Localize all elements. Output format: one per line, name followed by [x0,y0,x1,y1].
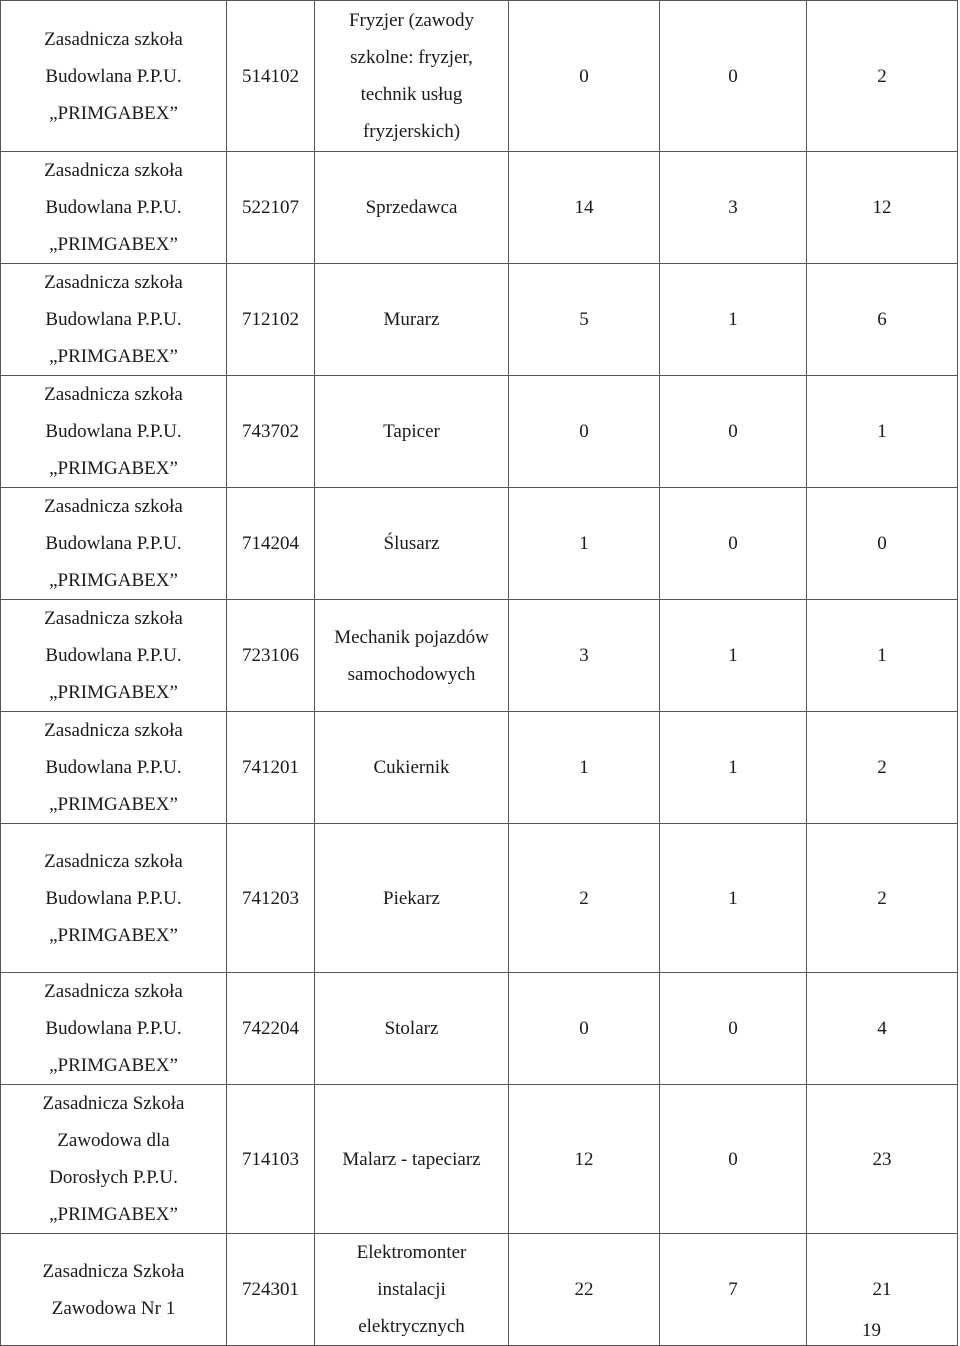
occupation-line: Stolarz [384,1018,439,1039]
value-cell-v3: 2 [807,824,958,973]
school-line: Budowlana P.P.U. [45,309,182,330]
occupation-line: Piekarz [383,887,440,909]
school-line: „PRIMGABEX” [49,234,178,255]
occupation-line: Fryzjer (zawody [348,10,475,31]
table-row [1,973,958,1085]
occupation-line: Cukiernik [373,757,450,778]
value-cell-v1: 0 [509,1,660,152]
occupation-cell [315,712,509,824]
school-line: Zasadnicza szkoła [44,981,183,1002]
value-cell-v1: 22 [509,1234,660,1346]
value-cell-v2: 7 [660,1234,807,1346]
school-line: „PRIMGABEX” [49,346,178,367]
occupation-cell [315,1085,509,1234]
value-cell-v3: 2 [807,1,958,152]
school-line: Budowlana P.P.U. [45,421,182,442]
school-line: Budowlana P.P.U. [45,533,182,554]
table-row [1,824,958,973]
code-cell: 741203 [227,824,315,973]
value-cell-v1: 1 [509,712,660,824]
school-line: „PRIMGABEX” [49,102,178,124]
school-line: Zasadnicza Szkoła [42,1093,185,1114]
value-cell-v3: 1 [807,600,958,712]
occupation-cell [315,488,509,600]
school-line: „PRIMGABEX” [49,1204,178,1225]
code-cell: 742204 [227,973,315,1085]
occupation-line: samochodowych [347,663,476,685]
value-cell-v1: 2 [509,824,660,973]
value-cell-v1: 0 [509,973,660,1085]
value-cell-v1: 14 [509,152,660,264]
value-cell-v1: 1 [509,488,660,600]
value-cell-v3: 0 [807,488,958,600]
value-cell-v2: 1 [660,264,807,376]
code-cell: 714204 [227,488,315,600]
value-cell-v3: 4 [807,973,958,1085]
school-line: Budowlana P.P.U. [45,887,182,909]
school-line: Budowlana P.P.U. [45,1018,182,1039]
school-line: „PRIMGABEX” [49,570,178,591]
school-line: Zawodowa dla [57,1130,170,1151]
code-cell: 741201 [227,712,315,824]
school-line: „PRIMGABEX” [49,682,178,703]
school-cell [1,264,227,376]
occupation-line: Elektromonter [356,1242,467,1263]
school-line: Budowlana P.P.U. [45,757,182,778]
school-cell [1,973,227,1085]
school-line: Zasadnicza szkoła [44,160,183,181]
occupation-line: Murarz [383,309,440,330]
code-cell: 522107 [227,152,315,264]
value-cell-v2: 0 [660,1,807,152]
school-line: „PRIMGABEX” [49,924,178,946]
school-line: Zasadnicza szkoła [44,384,183,405]
school-cell [1,152,227,264]
value-cell-v1: 5 [509,264,660,376]
code-cell: 712102 [227,264,315,376]
occupation-cell [315,824,509,973]
value-cell-v1: 3 [509,600,660,712]
value-cell-v3: 12 [807,152,958,264]
table-row [1,152,958,264]
school-cell [1,712,227,824]
value-cell-v1: 12 [509,1085,660,1234]
value-cell-v3: 6 [807,264,958,376]
occupation-line: Ślusarz [383,533,440,554]
value-cell-v3: 23 [807,1085,958,1234]
school-line: Zasadnicza szkoła [44,28,183,50]
value-cell-v2: 1 [660,600,807,712]
value-cell-v2: 1 [660,712,807,824]
code-cell: 724301 [227,1234,315,1346]
occupation-line: fryzjerskich) [362,121,461,142]
school-cell [1,488,227,600]
code-cell: 514102 [227,1,315,152]
school-line: Zasadnicza szkoła [44,272,183,293]
school-cell [1,600,227,712]
occupation-cell [315,152,509,264]
value-cell-v2: 0 [660,1085,807,1234]
table-row [1,488,958,600]
occupation-cell [315,973,509,1085]
school-cell [1,376,227,488]
occupation-cell [315,1234,509,1346]
value-cell-v3: 21 [807,1234,958,1346]
code-cell: 723106 [227,600,315,712]
school-line: Zasadnicza szkoła [44,608,183,629]
table-row [1,712,958,824]
table-row [1,600,958,712]
school-line: Budowlana P.P.U. [45,197,182,218]
value-cell-v2: 3 [660,152,807,264]
occupation-line: Tapicer [383,421,440,442]
table-row [1,264,958,376]
school-line: Zawodowa Nr 1 [51,1297,176,1319]
school-line: Budowlana P.P.U. [45,65,182,87]
occupation-line: elektrycznych [358,1316,465,1337]
page-number: 19 [862,1320,881,1341]
code-cell: 714103 [227,1085,315,1234]
occupation-line: Malarz - tapeciarz [342,1148,481,1170]
school-cell [1,1,227,152]
value-cell-v2: 0 [660,376,807,488]
occupation-line: technik usług [360,84,463,105]
school-cell [1,1234,227,1346]
school-line: „PRIMGABEX” [49,1055,178,1076]
school-line: Zasadnicza szkoła [44,720,183,741]
occupation-cell [315,1,509,152]
occupation-line: szkolne: fryzjer, [350,47,473,68]
table-row [1,1085,958,1234]
school-cell [1,1085,227,1234]
school-line: Zasadnicza szkoła [44,496,183,517]
value-cell-v3: 1 [807,376,958,488]
school-line: Zasadnicza szkoła [44,850,183,872]
occupation-cell [315,264,509,376]
school-line: Dorosłych P.P.U. [49,1167,178,1188]
value-cell-v2: 1 [660,824,807,973]
value-cell-v2: 0 [660,488,807,600]
school-line: „PRIMGABEX” [49,458,178,479]
school-line: „PRIMGABEX” [49,794,178,815]
table-row [1,1,958,152]
occupation-cell [315,600,509,712]
value-cell-v1: 0 [509,376,660,488]
table-row [1,376,958,488]
occupation-line: Sprzedawca [365,197,458,218]
occupation-cell [315,376,509,488]
value-cell-v2: 0 [660,973,807,1085]
school-cell [1,824,227,973]
occupation-line: instalacji [377,1279,446,1300]
value-cell-v3: 2 [807,712,958,824]
code-cell: 743702 [227,376,315,488]
school-line: Budowlana P.P.U. [45,645,182,666]
school-line: Zasadnicza Szkoła [42,1260,185,1282]
table-row [1,1234,958,1346]
table-body [1,1,958,1346]
occupation-line: Mechanik pojazdów [334,626,489,648]
